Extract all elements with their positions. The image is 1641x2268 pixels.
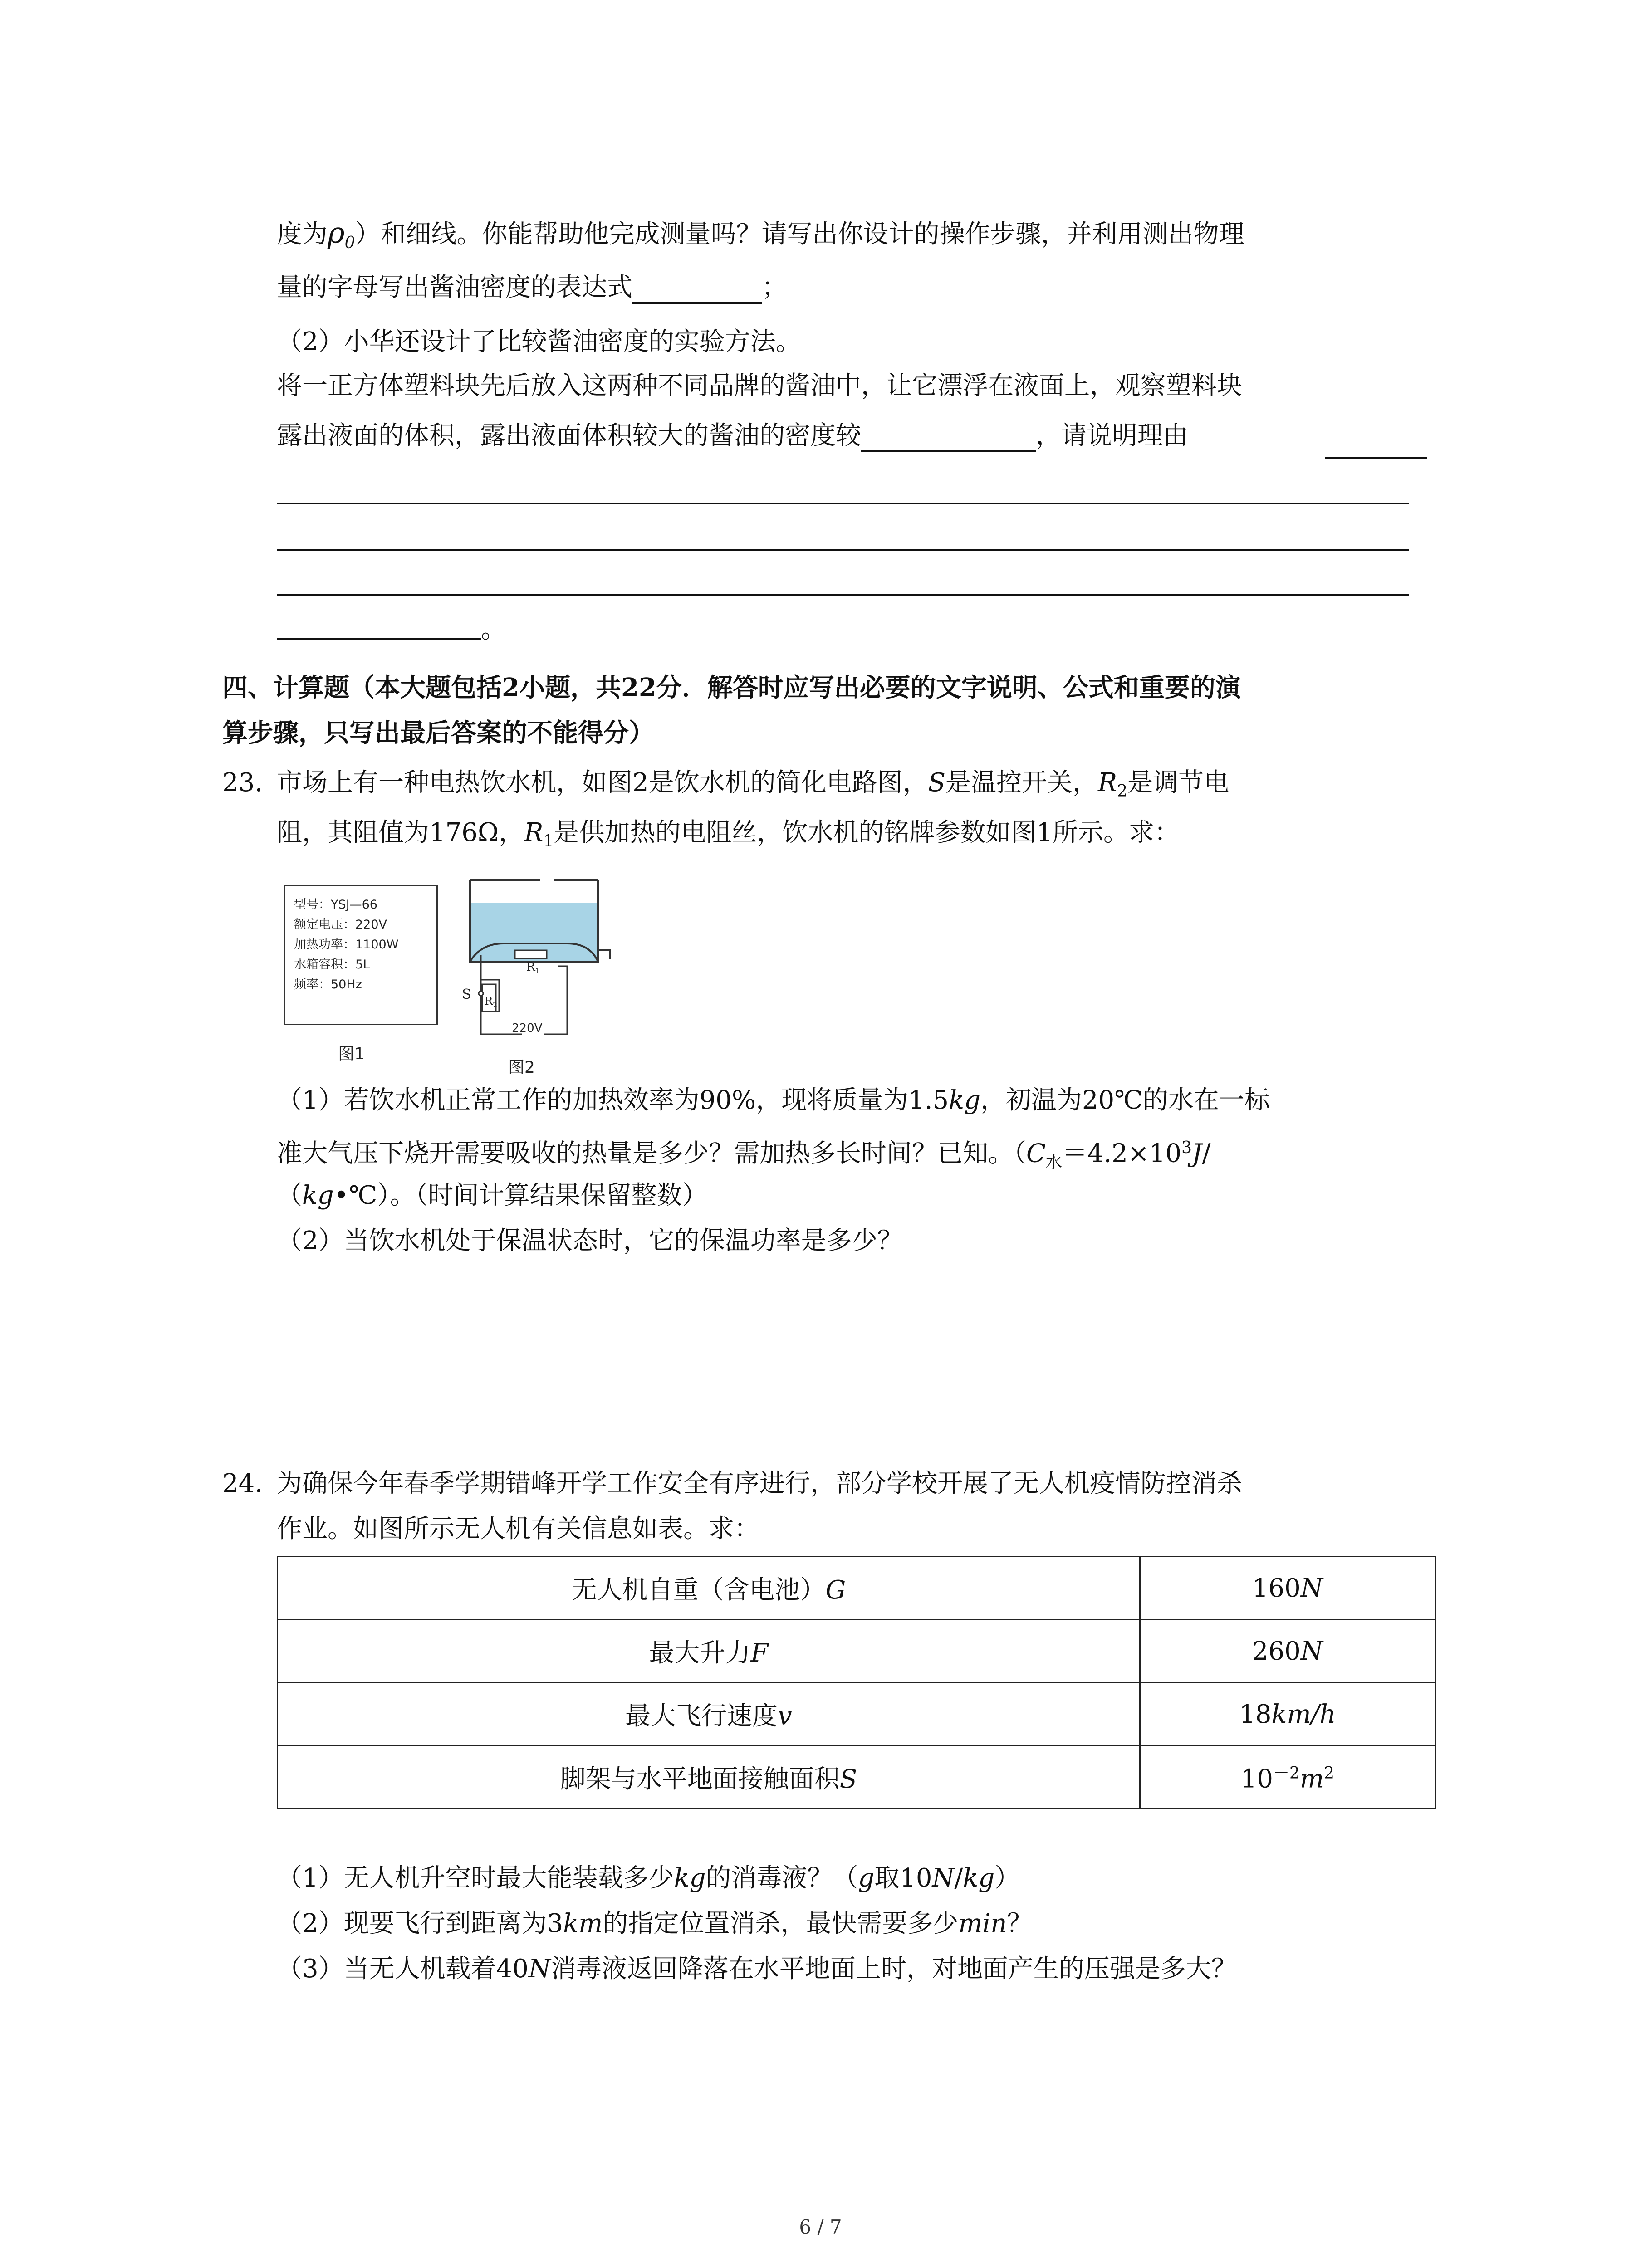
label-voltage: 220V <box>512 1022 543 1035</box>
question-number: 23. <box>222 768 263 797</box>
text-line: （1）无人机升空时最大能装载多少kg的消毒液？（g取10N/kg） <box>277 1863 1020 1893</box>
table-cell-value: 260N <box>1140 1620 1435 1683</box>
nameplate-line: 加热功率：1100W <box>294 938 399 952</box>
answer-blank[interactable] <box>1325 457 1427 459</box>
table-cell-value: $10^{-2}m^2$ <box>1140 1746 1435 1809</box>
table-cell-value: 160N <box>1140 1557 1435 1620</box>
answer-blank[interactable] <box>277 503 1409 504</box>
text-line: 阻，其阻值为176Ω，$R_1$是供加热的电阻丝，饮水机的铭牌参数如图1所示。求： <box>277 818 1180 851</box>
tap-icon <box>598 950 610 959</box>
table-cell-label: 最大飞行速度v <box>278 1683 1140 1746</box>
nameplate-line: 额定电压：220V <box>294 918 387 932</box>
text-line: 为确保今年春季学期错峰开学工作安全有序进行，部分学校开展了无人机疫情防控消杀 <box>277 1469 1242 1498</box>
answer-blank[interactable] <box>277 594 1409 596</box>
section-heading: 四、计算题（本大题包括2小题，共22分．解答时应写出必要的文字说明、公式和重要的演 <box>222 673 1241 703</box>
page-number: 6 / 7 <box>799 2216 842 2238</box>
drone-spec-table <box>277 1556 1436 1809</box>
text-line: （kg•℃）。（时间计算结果保留整数） <box>277 1181 708 1210</box>
circuit-diagram <box>454 875 635 1057</box>
text-line: 量的字母写出酱油密度的表达式 ； <box>277 271 787 304</box>
text-line: 准大气压下烧开需要吸收的热量是多少？需加热多长时间？已知。（$C_水=4.2\times 10^3J/$ <box>277 1139 1211 1172</box>
text-line: （1）若饮水机正常工作的加热效率为90%，现将质量为1.5kg，初温为20℃的水在一标 <box>277 1085 1270 1115</box>
figure2-caption: 图2 <box>508 1058 535 1077</box>
text-line: （3）当无人机载着40N消毒液返回降落在水平地面上时，对地面产生的压强是多大？ <box>277 1954 1237 1984</box>
nameplate-line: 频率：50Hz <box>294 978 362 992</box>
table-row <box>278 1683 1435 1746</box>
text-line: 市场上有一种电热饮水机，如图2是饮水机的简化电路图，S是温控开关，$R_2$是调节电 <box>277 768 1230 801</box>
nameplate-line: 型号：YSJ—66 <box>294 898 377 912</box>
text-line: 作业。如图所示无人机有关信息如表。求： <box>277 1514 759 1544</box>
nameplate-line: 水箱容积：5L <box>294 958 370 972</box>
figure1-caption: 图1 <box>338 1045 365 1063</box>
text-line: 。 <box>481 615 506 644</box>
nameplate-figure <box>284 885 438 1025</box>
section-heading: 算步骤，只写出最后答案的不能得分） <box>222 718 654 748</box>
text-line: （2）当饮水机处于保温状态时，它的保温功率是多少？ <box>277 1226 903 1256</box>
answer-blank[interactable] <box>277 638 481 640</box>
text-line: （2）小华还设计了比较酱油密度的实验方法。 <box>277 327 801 357</box>
table-cell-value: 18km/h <box>1140 1683 1435 1746</box>
text-line: 将一正方体塑料块先后放入这两种不同品牌的酱油中，让它漂浮在液面上，观察塑料块 <box>277 371 1242 401</box>
label-r1: $R_1$ <box>526 960 540 976</box>
label-s: S <box>462 987 471 1002</box>
table-cell-label: 脚架与水平地面接触面积S <box>278 1746 1140 1809</box>
question-number: 24. <box>222 1469 263 1498</box>
switch-contact <box>479 991 483 996</box>
answer-blank[interactable] <box>632 275 762 304</box>
answer-blank[interactable] <box>277 549 1409 551</box>
table-row <box>278 1557 1435 1620</box>
table-cell-label: 无人机自重（含电池）G <box>278 1557 1140 1620</box>
answer-blank[interactable] <box>861 423 1036 452</box>
resistor-r1 <box>515 950 547 958</box>
table-row <box>278 1746 1435 1809</box>
text-line: 露出液面的体积，露出液面体积较大的酱油的密度较 ，请说明理由 <box>277 420 1188 452</box>
table-cell-label: 最大升力F <box>278 1620 1140 1683</box>
label-r2: $R_2$ <box>485 995 498 1009</box>
text-line: （2）现要飞行到距离为3km的指定位置消杀，最快需要多少min？ <box>277 1909 1033 1938</box>
table-row <box>278 1620 1435 1683</box>
text-line: 度为$\rho_0$）和细线。你能帮助他完成测量吗？请写出你设计的操作步骤，并利用测出物理 <box>277 216 1244 253</box>
